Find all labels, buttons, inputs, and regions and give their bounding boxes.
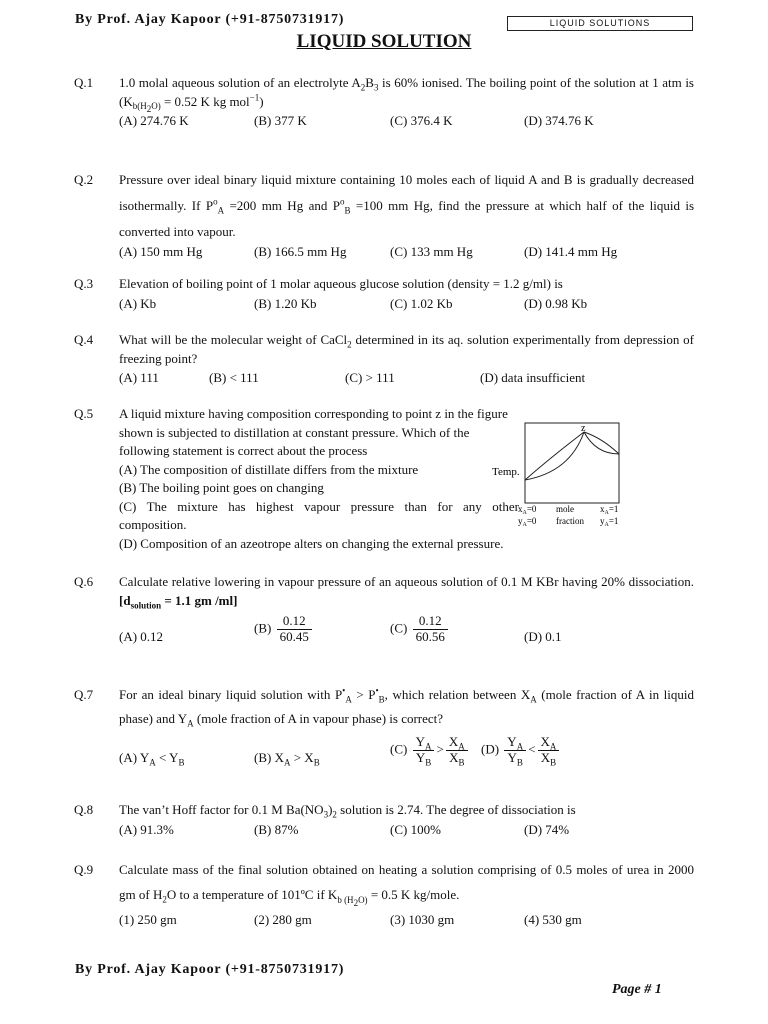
option-4[interactable]: (4) 530 gm — [524, 912, 582, 927]
question-8 — [74, 801, 694, 840]
question-number: Q.5 — [74, 406, 94, 421]
question-number: Q.9 — [74, 862, 94, 877]
question-number: Q.3 — [74, 276, 94, 291]
option-b[interactable]: (B) < 111 — [209, 370, 259, 385]
option-3[interactable]: (3) 1030 gm — [390, 912, 455, 927]
option-b[interactable]: (B) $\frac{0.12}{60.45}$ — [254, 614, 314, 645]
footer-author: By Prof. Ajay Kapoor (+91-8750731917) — [75, 962, 345, 977]
header-chapter-tag: LIQUID SOLUTIONS — [507, 16, 693, 31]
azeotrope-diagram — [490, 418, 630, 530]
question-number: Q.6 — [74, 574, 94, 589]
option-c[interactable]: (C) The mixture has highest vapour pressure than for any other — [119, 498, 519, 514]
option-a[interactable]: (A) The composition of distillate differs from the mixture — [119, 461, 419, 477]
liquid-curve-right — [584, 432, 619, 454]
option-1[interactable]: (1) 250 gm — [119, 912, 177, 927]
options-row — [119, 907, 694, 926]
left-liquid-label: $x_A=0$ — [518, 504, 537, 516]
question-7 — [74, 683, 694, 783]
azeotrope-point-label: z — [581, 423, 586, 434]
question-text: 1.0 molal aqueous solution of an electrolyte $A_2B_3$ is 60% ionised. The boiling point of the solution at 1 atm is ($K_{b(H_2O)} = 0.52$ K kg mol$^{-1}$) — [119, 75, 694, 114]
question-text: A liquid mixture having composition corresponding to point z in the figure shown is subjected to distillation at constant pressure. Which of the following statement is correct about the process — [119, 406, 508, 458]
option-d[interactable]: (D) 374.76 K — [524, 113, 594, 128]
diagram-x-axis-label-1: mole — [556, 504, 574, 514]
option-d[interactable]: (D) 0.98 Kb — [524, 295, 588, 311]
options-row — [119, 295, 694, 314]
question-text: For an ideal binary liquid solution with $P^•_A > P^•_B$, which relation between $X_A$ (mole fraction of A in liquid phase) and $Y_A$ (mole fraction of A in vapour phase) is correct? — [119, 685, 694, 729]
vapour-curve-left — [525, 432, 584, 480]
option-c[interactable]: (C) 100% — [390, 821, 441, 837]
option-a[interactable]: (A) 150 mm Hg — [119, 244, 203, 259]
question-text: Pressure over ideal binary liquid mixture containing 10 moles each of liquid A and B is gradually decreased isothermally. If $P^o_A =200$ mm Hg and $P^o_B =100$ mm Hg, find the pressure at which half of the liquid is converted into vapour. — [119, 172, 695, 239]
option-c[interactable]: (C) 133 mm Hg — [390, 244, 473, 259]
options-row — [119, 369, 694, 388]
option-d[interactable]: (D) 74% — [524, 821, 570, 837]
header-author: By Prof. Ajay Kapoor (+91-8750731917) — [75, 12, 345, 27]
option-a[interactable]: (A) 91.3% — [119, 821, 174, 837]
question-6 — [74, 573, 694, 660]
question-text: What will be the molecular weight of CaCl$_2$ determined in its aq. solution experimentally from depression of freezing point? — [119, 332, 694, 366]
left-vapour-label: $y_A=0$ — [518, 516, 537, 528]
option-a[interactable]: (A) 111 — [119, 370, 159, 385]
option-d[interactable]: (D) 0.1 — [524, 629, 562, 644]
option-c[interactable]: (C) $\frac{Y_A}{Y_B}$ > $\frac{X_A}{X_B}$ — [390, 735, 470, 766]
option-b[interactable]: (B) $X_A > X_B$ — [254, 750, 320, 768]
option-a[interactable]: (A) $Y_A < Y_B$ — [119, 750, 185, 768]
option-d[interactable]: (D) Composition of an azeotrope alters on changing the external pressure. — [119, 535, 504, 551]
options-row — [119, 614, 694, 660]
options-row — [119, 239, 694, 258]
question-3 — [74, 275, 694, 314]
page-number: Page # 1 — [612, 982, 662, 997]
question-text: Elevation of boiling point of 1 molar aqueous glucose solution (density = 1.2 g/ml) is — [119, 276, 563, 291]
right-liquid-label: $x_A=1$ — [600, 504, 619, 516]
right-vapour-label: $y_A=1$ — [600, 516, 619, 528]
question-number: Q.8 — [74, 802, 94, 817]
question-text: Calculate mass of the final solution obtained on heating a solution comprising of 0.5 moles of urea in 2000 gm of $H_2O$ to a temperature of 101ºC if $K_{b (H_2O)} = 0.5$ K kg/mole. — [119, 862, 694, 908]
option-a[interactable]: (A) 274.76 K — [119, 113, 189, 128]
options-row — [119, 821, 694, 840]
options-row — [119, 112, 694, 131]
page-title: LIQUID SOLUTION — [296, 31, 472, 52]
option-c[interactable]: (C) 376.4 K — [390, 113, 453, 128]
diagram-frame — [525, 423, 619, 503]
question-1 — [74, 74, 694, 131]
option-b[interactable]: (B) 87% — [254, 821, 299, 837]
option-c[interactable]: (C) 1.02 Kb — [390, 295, 453, 311]
option-2[interactable]: (2) 280 gm — [254, 912, 312, 927]
question-number: Q.2 — [74, 172, 94, 187]
question-9 — [74, 857, 694, 926]
option-d[interactable]: (D) 141.4 mm Hg — [524, 244, 618, 259]
option-a[interactable]: (A) Kb — [119, 295, 157, 311]
option-b[interactable]: (B) 166.5 mm Hg — [254, 244, 347, 259]
diagram-x-axis-label-2: fraction — [556, 516, 584, 526]
options-row — [119, 733, 694, 783]
option-b[interactable]: (B) 1.20 Kb — [254, 295, 317, 311]
option-a[interactable]: (A) 0.12 — [119, 629, 164, 644]
question-text: Calculate relative lowering in vapour pressure of an aqueous solution of 0.1 M KBr having 20% dissociation. [$d_{solution} = 1.1$ gm /ml] — [119, 574, 694, 611]
option-d[interactable]: (D) data insufficient — [480, 370, 586, 385]
question-number: Q.7 — [74, 687, 94, 702]
vapour-curve-right — [584, 432, 619, 454]
option-b[interactable]: (B) The boiling point goes on changing — [119, 480, 324, 495]
question-number: Q.4 — [74, 332, 94, 347]
diagram-y-axis-label: Temp. — [492, 466, 520, 478]
option-c-continued: composition. — [119, 517, 187, 532]
question-text: The van’t Hoff factor for 0.1 M $Ba(NO_3)_2$ solution is 2.74. The degree of dissociation is — [119, 802, 576, 820]
option-b[interactable]: (B) 377 K — [254, 113, 307, 128]
option-d[interactable]: (D) $\frac{Y_A}{Y_B}$ < $\frac{X_A}{X_B}$ — [481, 735, 561, 766]
question-2 — [74, 167, 694, 258]
option-c[interactable]: (C) $\frac{0.12}{60.56}$ — [390, 614, 450, 645]
question-number: Q.1 — [74, 75, 94, 90]
question-4 — [74, 331, 694, 388]
option-c[interactable]: (C) > 111 — [345, 370, 395, 385]
